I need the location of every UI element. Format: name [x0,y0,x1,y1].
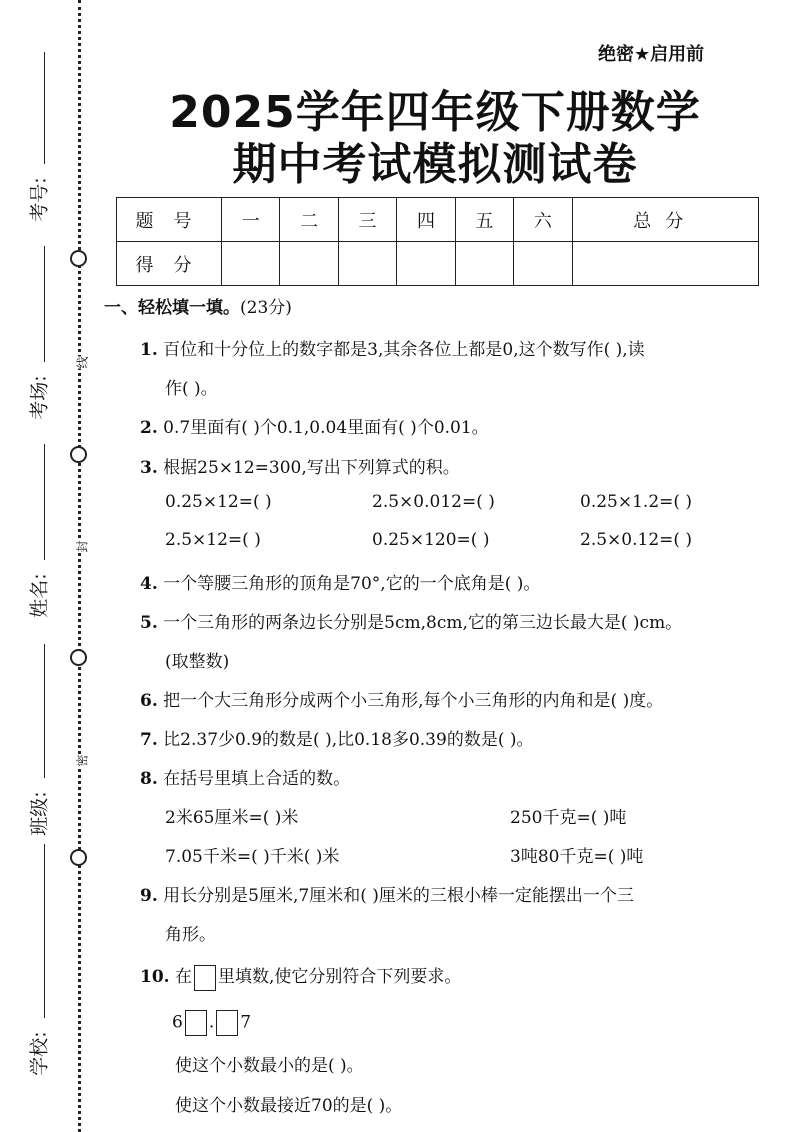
score-cell[interactable] [514,242,572,286]
table-cell: 四 [397,198,455,242]
cut-mark-line: 线 [72,356,93,368]
question-text: 一个三角形的两条边长分别是5cm,8cm,它的第三边长最大是( )cm。 [163,613,683,633]
question-text: 百位和十分位上的数字都是3,其余各位上都是0,这个数写作( ),读 [163,340,645,360]
answer-box[interactable] [216,1010,238,1036]
score-cell[interactable] [222,242,280,286]
question-2 [140,413,489,438]
equation-item: 2.5×12=( ) [165,530,261,550]
question-10-req-2: 使这个小数最接近70的是( )。 [175,1096,403,1116]
table-cell: 得分 [117,242,222,286]
question-10-req-1: 使这个小数最小的是( )。 [175,1056,364,1076]
question-text-post: 里填数,使它分别符合下列要求。 [217,967,462,987]
equation-item: 0.25×12=( ) [165,492,272,512]
table-cell: 总分 [572,198,758,242]
question-number: 5. [140,613,158,633]
decimal-template [172,1010,251,1036]
question-6 [140,686,663,711]
table-cell: 二 [280,198,338,242]
page-title-line2: 期中考试模拟测试卷 [232,139,638,190]
cut-mark-seal: 封 [72,540,93,552]
question-text: 把一个大三角形分成两个小三角形,每个小三角形的内角和是( )度。 [163,691,664,711]
question-text: 一个等腰三角形的顶角是70°,它的一个底角是( )。 [163,574,541,594]
conversion-item: 2米65厘米=( )米 [165,808,299,828]
question-4 [140,569,540,594]
confidential-label: 绝密★启用前 [598,44,705,65]
cut-mark-secret: 密 [72,754,93,766]
equation-item: 0.25×120=( ) [372,530,490,550]
question-text: 0.7里面有( )个0.1,0.04里面有( )个0.01。 [163,418,489,438]
table-cell: 六 [514,198,572,242]
score-table-header-row [117,198,759,242]
exam-no-label: 考号: [28,177,51,222]
question-8 [140,764,350,789]
table-cell: 一 [222,198,280,242]
question-number: 2. [140,418,158,438]
score-cell[interactable] [397,242,455,286]
question-number: 10. [140,967,170,987]
question-number: 1. [140,340,158,360]
question-number: 9. [140,886,158,906]
question-text: 在括号里填上合适的数。 [163,769,351,789]
blank-box-icon [194,965,216,991]
question-text: 根据25×12=300,写出下列算式的积。 [163,458,460,478]
question-text-pre: 在 [174,967,192,987]
question-number: 8. [140,769,158,789]
binding-hole [70,250,87,267]
binding-hole [70,446,87,463]
class-field[interactable] [44,644,45,778]
question-5-cont: (取整数) [165,652,230,672]
school-label: 学校: [28,1031,51,1076]
question-9 [140,881,634,906]
question-number: 7. [140,730,158,750]
score-table-score-row [117,242,759,286]
score-cell[interactable] [280,242,338,286]
binding-dotted-line [78,0,81,1132]
section-heading [104,293,292,318]
score-table [116,197,759,286]
question-5 [140,608,682,633]
conversion-item: 250千克=( )吨 [510,808,627,828]
binding-hole [70,849,87,866]
question-10 [140,962,461,991]
school-field[interactable] [44,844,45,1018]
score-cell[interactable] [572,242,758,286]
equation-item: 2.5×0.012=( ) [372,492,495,512]
question-number: 3. [140,458,158,478]
question-7 [140,725,534,750]
binding-hole [70,649,87,666]
score-cell[interactable] [338,242,396,286]
question-1 [140,335,645,360]
room-field[interactable] [44,246,45,362]
name-field[interactable] [44,444,45,560]
room-label: 考场: [28,375,51,420]
table-cell: 五 [455,198,513,242]
section-title: 一、轻松填一填。 [104,298,240,318]
question-3 [140,453,460,478]
name-label: 姓名: [28,573,51,618]
question-1-cont: 作( )。 [165,379,218,399]
decimal-point: . [208,1012,215,1033]
class-label: 班级: [28,791,51,836]
question-text: 比2.37少0.9的数是( ),比0.18多0.39的数是( )。 [163,730,534,750]
table-cell: 题号 [117,198,222,242]
section-points: (23分) [240,298,292,318]
page-title-line1: 2025学年四年级下册数学 [169,87,701,138]
question-number: 4. [140,574,158,594]
digit: 7 [240,1012,252,1033]
equation-item: 0.25×1.2=( ) [580,492,693,512]
question-text: 用长分别是5厘米,7厘米和( )厘米的三根小棒一定能摆出一个三 [163,886,634,906]
question-number: 6. [140,691,158,711]
conversion-item: 7.05千米=( )千米( )米 [165,847,340,867]
score-cell[interactable] [455,242,513,286]
question-9-cont: 角形。 [165,925,216,945]
table-cell: 三 [338,198,396,242]
equation-item: 2.5×0.12=( ) [580,530,693,550]
exam-no-field[interactable] [44,52,45,164]
answer-box[interactable] [185,1010,207,1036]
conversion-item: 3吨80千克=( )吨 [510,847,644,867]
digit: 6 [172,1012,183,1033]
